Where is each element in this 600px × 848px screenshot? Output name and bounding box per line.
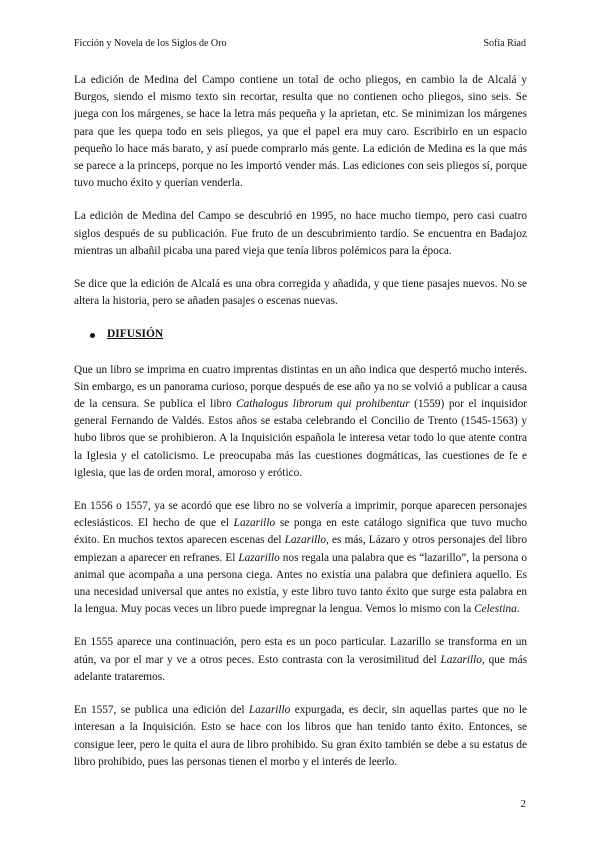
book-title-italic: Cathalogus librorum qui prohibentur xyxy=(236,398,410,411)
paragraph-expurgated: En 1557, se publica una edición del Lazarillo expurgada, es decir, sin aquellas partes que no le interesan a la Inquisición. Esto se hace con los libros que han tenido tanto éxito. Entonces, se consigue leer, pero le quita el aura de libro prohibido. Su gran éxito también se debe a su estatus de libro prohibido, pues las personas tienen el morbo y el interés de leerlo. xyxy=(74,704,528,768)
page-header xyxy=(74,38,526,49)
bullet-icon xyxy=(90,333,95,338)
paragraph-continuation: En 1555 aparece una continuación, pero esta es un poco particular. Lazarillo se transforma en un atún, va por el mar y ve a otros peces. Esto contrasta con la verosimilitud del Lazarillo, que más adelante trataremos. xyxy=(74,636,527,683)
paragraph-alcala-edition: Se dice que la edición de Alcalá es una obra corregida y añadida, y que tiene pasajes nuevos. No se altera la historia, pero se añaden pasajes o escenas nuevas. xyxy=(74,278,527,308)
paragraph-censorship: Que un libro se imprima en cuatro imprentas distintas en un año indica que despertó mucho interés. Sin embargo, es un panorama curioso, porque después de ese año ya no se volvió a publicar a causa de la censura. Se publica el libro Cathalogus librorum qui prohibentur (1559) por el inquisidor general Fernando de Valdés. Estos años se estaba celebrando el Concilio de Trento (1545-1563) y hubo libros que se prohibieron. A la Inquisición española le interesa vetar todo lo que atente contra la Iglesia y el catolicismo. Le preocupaba más las cuestiones dogmáticas, las cuestiones de fe e iglesia, que las de orden moral, amoroso y erótico. xyxy=(74,363,527,479)
paragraph-catalog: En 1556 o 1557, ya se acordó que ese libro no se volvería a imprimir, porque aparecen personajes eclesiásticos. El hecho de que el Lazarillo se ponga en este catálogo significa que tuvo mucho éxito. En muchos textos aparecen escenas del Lazarillo, es más, Lázaro y otros personajes del libro empiezan a aparecer en refranes. El Lazarillo nos regala una palabra que es “lazarillo”, la persona o animal que acompaña a una persona ciega. Antes no existía una palabra que definiera aquello. Es una necesidad universal que antes no existía, y este libro tuvo tanto éxito que surge esta palabra en la lengua. Muy pocas veces un libro puede impregnar la lengua. Vemos lo mismo con la Celestina. xyxy=(74,500,528,616)
paragraph-discovery: La edición de Medina del Campo se descubrió en 1995, no hace mucho tiempo, pero casi cuatro siglos después de su publicación. Fue fruto de un descubrimiento tardío. Se encuentra en Badajoz mientras un albañil picaba una pared vieja que tenía libros polémicos para la época. xyxy=(74,210,527,257)
document-body xyxy=(74,72,527,787)
header-course-title: Ficción y Novela de los Siglos de Oro xyxy=(74,38,227,49)
section-heading-text: DIFUSIÓN xyxy=(107,328,164,341)
page-number: 2 xyxy=(520,798,526,810)
paragraph-medina-edition: La edición de Medina del Campo contiene un total de ocho pliegos, en cambio la de Alcalá y Burgos, siendo el mismo texto sin recortar, resulta que no contienen ocho pliegos, sino seis. Se juega con los márgenes, se hace la letra más pequeña y la aprietan, etc. Se minimizan los márgenes para que les quepa todo en seis pliegos, ya que el papel era muy caro. Escribirlo en un espacio pequeño lo hace más barato, y así puede comprarlo más gente. La edición de Medina es la que más se parece a la princeps, porque no les importó vender más. Las ediciones con seis pliegos sí, porque tuvo mucho éxito y querían venderla. xyxy=(74,74,527,190)
header-author: Sofía Riad xyxy=(483,38,526,49)
section-heading xyxy=(90,326,527,343)
